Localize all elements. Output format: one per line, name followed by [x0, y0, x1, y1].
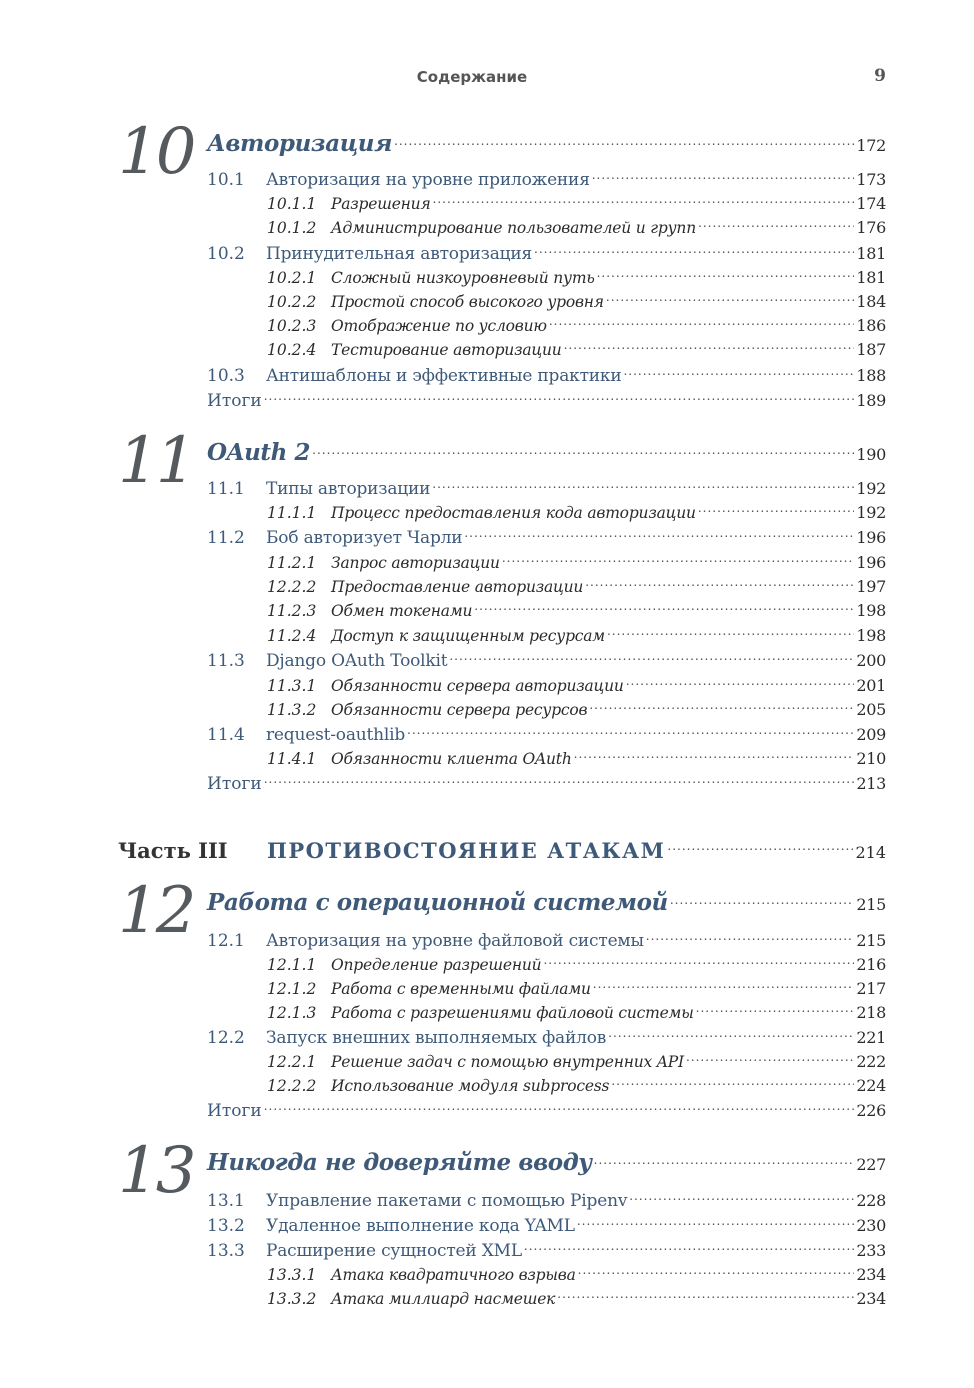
leader-dots [686, 1043, 854, 1067]
toc-entry[interactable] [267, 494, 886, 522]
toc-entry[interactable] [267, 691, 886, 719]
section-number: 11.3 [207, 651, 245, 671]
toc-entry[interactable] [267, 946, 886, 974]
page-ref: 200 [856, 651, 886, 670]
page-ref: 221 [856, 1028, 886, 1047]
page-ref: 222 [856, 1052, 886, 1071]
section-title: Разрешения [331, 195, 431, 213]
page-ref: 196 [856, 528, 886, 547]
section-number: 11.2.1 [267, 554, 317, 572]
leader-dots [394, 127, 854, 151]
leader-dots [698, 494, 855, 518]
toc-entry[interactable] [267, 592, 886, 620]
section-title: Доступ к защищенным ресурсам [331, 627, 605, 645]
leader-dots [264, 765, 855, 789]
chapter-title: Никогда не доверяйте вводу [207, 1149, 592, 1176]
page-ref: 215 [856, 931, 886, 950]
toc-entry-summary[interactable] [207, 765, 886, 794]
page-ref: 190 [856, 445, 886, 464]
section-title: Работа с временными файлами [331, 980, 591, 998]
toc-entry[interactable] [207, 922, 886, 951]
toc-entry[interactable] [267, 544, 886, 572]
page-ref: 196 [856, 553, 886, 572]
chapter-title-entry[interactable] [207, 1146, 886, 1176]
page-ref: 186 [856, 316, 886, 335]
leader-dots [407, 716, 854, 740]
page-ref: 192 [856, 479, 886, 498]
chapter-number: 13 [118, 1134, 194, 1208]
leader-dots [646, 922, 855, 946]
leader-dots [629, 1182, 854, 1206]
page-ref: 192 [856, 503, 886, 522]
leader-dots [524, 1232, 854, 1256]
page-ref: 173 [856, 170, 886, 189]
section-title: Обязанности сервера авторизации [331, 677, 624, 695]
section-title: request-oauthlib [266, 725, 406, 745]
page-ref: 210 [856, 749, 886, 768]
chapter-title-entry[interactable] [207, 436, 886, 466]
section-title: Тестирование авторизации [331, 341, 562, 359]
chapter-number: 11 [118, 424, 194, 498]
toc-entry[interactable] [267, 1256, 886, 1284]
section-number: 12.2 [207, 1028, 245, 1048]
section-title: Удаленное выполнение кода YAML [266, 1216, 575, 1236]
section-title: Типы авторизации [266, 479, 431, 499]
toc-entry[interactable] [267, 568, 886, 596]
leader-dots [593, 970, 855, 994]
section-number: 12.1.3 [267, 1004, 317, 1022]
page-ref: 198 [856, 626, 886, 645]
section-title: Принудительная авторизация [266, 244, 533, 264]
section-number: 11.2 [207, 528, 245, 548]
section-number: 10.2.1 [267, 269, 317, 287]
page-ref: 205 [856, 700, 886, 719]
section-title: Процесс предоставления кода авторизации [331, 504, 696, 522]
toc-entry[interactable] [267, 259, 886, 287]
page-ref: 209 [856, 725, 886, 744]
leader-dots [564, 331, 855, 355]
section-number: 13.3.2 [267, 1290, 317, 1308]
leader-dots [474, 592, 854, 616]
page-ref: 198 [856, 601, 886, 620]
toc-entry[interactable] [207, 1232, 886, 1261]
toc-entry[interactable] [267, 1043, 886, 1071]
section-title: Обязанности сервера ресурсов [331, 701, 588, 719]
leader-dots [585, 568, 854, 592]
section-title: Использование модуля subprocess [331, 1077, 610, 1095]
page-ref: 216 [856, 955, 886, 974]
section-title: Управление пакетами с помощью Pipenv [266, 1191, 628, 1211]
part-heading[interactable] [118, 828, 886, 863]
section-number: 10.2 [207, 244, 245, 264]
page-ref: 172 [856, 136, 886, 155]
leader-dots [594, 1146, 855, 1170]
page-ref: 217 [856, 979, 886, 998]
section-number: 10.2.2 [267, 293, 317, 311]
leader-dots [606, 283, 854, 307]
leader-dots [589, 691, 854, 715]
section-title: Расширение сущностей XML [266, 1241, 522, 1261]
section-number: 10.1.1 [267, 195, 317, 213]
page-ref: 218 [856, 1003, 886, 1022]
section-number: 11.3.2 [267, 701, 317, 719]
section-number: 13.3.1 [267, 1266, 317, 1284]
page-ref: 230 [856, 1216, 886, 1235]
leader-dots [549, 307, 855, 331]
leader-dots [432, 470, 854, 494]
page-ref: 224 [856, 1076, 886, 1095]
section-number: 10.1.2 [267, 219, 317, 237]
leader-dots [449, 642, 854, 666]
toc-entry[interactable] [207, 1207, 886, 1236]
section-number: 10.3 [207, 366, 245, 386]
page-ref: 234 [856, 1265, 886, 1284]
page-ref: 197 [856, 577, 886, 596]
toc-entry[interactable] [267, 617, 886, 645]
toc-entry[interactable] [267, 185, 886, 213]
toc-entry[interactable] [207, 161, 886, 190]
leader-dots [608, 1019, 854, 1043]
section-title: Сложный низкоуровневый путь [331, 269, 595, 287]
page-ref: 226 [856, 1101, 886, 1120]
part-label: Часть III [118, 838, 228, 863]
section-number: 10.1 [207, 170, 245, 190]
leader-dots [607, 617, 854, 641]
toc-entry[interactable] [267, 667, 886, 695]
section-number: 12.1 [207, 931, 245, 951]
chapter-number: 12 [118, 874, 194, 948]
section-title: Авторизация на уровне файловой системы [266, 931, 644, 951]
section-title: Определение разрешений [331, 956, 542, 974]
leader-dots [597, 259, 855, 283]
summary-title: Итоги [207, 391, 262, 411]
page-ref: 184 [856, 292, 886, 311]
toc-entry[interactable] [207, 470, 886, 499]
section-title: Запрос авторизации [331, 554, 500, 572]
toc-entry[interactable] [207, 235, 886, 264]
section-title: Атака квадратичного взрыва [331, 1266, 576, 1284]
toc-entry[interactable] [267, 331, 886, 359]
section-number: 12.1.1 [267, 956, 317, 974]
section-title: Работа с разрешениями файловой системы [331, 1004, 694, 1022]
toc-entry[interactable] [207, 642, 886, 671]
toc-entry-summary[interactable] [207, 1092, 886, 1121]
page-ref: 227 [856, 1155, 886, 1174]
chapter-title: Работа с операционной системой [207, 889, 668, 916]
section-number: 13.2 [207, 1216, 245, 1236]
page-ref: 233 [856, 1241, 886, 1260]
leader-dots [534, 235, 854, 259]
leader-dots [264, 1092, 855, 1116]
leader-dots [502, 544, 855, 568]
leader-dots [574, 740, 855, 764]
toc-entry[interactable] [267, 209, 886, 237]
section-number: 11.4 [207, 725, 245, 745]
toc-entry[interactable] [267, 283, 886, 311]
chapter-title: OAuth 2 [207, 439, 311, 466]
section-number: 12.1.2 [267, 980, 317, 998]
section-number: 13.3 [207, 1241, 245, 1261]
page-ref: 187 [856, 340, 886, 359]
chapter-number: 10 [118, 115, 194, 189]
page-ref: 176 [856, 218, 886, 237]
toc-entry[interactable] [267, 1280, 886, 1308]
section-number: 11.4.1 [267, 750, 317, 768]
section-number: 13.1 [207, 1191, 245, 1211]
chapter-title-entry[interactable] [207, 127, 886, 157]
section-title: Запуск внешних выполняемых файлов [266, 1028, 607, 1048]
leader-dots [464, 519, 854, 543]
section-title: Обмен токенами [331, 602, 473, 620]
section-title: Боб авторизует Чарли [266, 528, 463, 548]
leader-dots [611, 1067, 854, 1091]
leader-dots [592, 161, 855, 185]
page-ref: 201 [856, 676, 886, 695]
leader-dots [577, 1207, 855, 1231]
section-number: 12.2.2 [267, 1077, 317, 1095]
page-ref: 234 [856, 1289, 886, 1308]
section-number: 10.2.4 [267, 341, 317, 359]
part-title: ПРОТИВОСТОЯНИЕ АТАКАМ [267, 838, 666, 863]
toc-entry[interactable] [267, 307, 886, 335]
toc-entry[interactable] [207, 1182, 886, 1211]
section-title: Антишаблоны и эффективные практики [266, 366, 622, 386]
toc-entry[interactable] [207, 519, 886, 548]
page-ref: 228 [856, 1191, 886, 1210]
page-ref: 189 [856, 391, 886, 410]
toc-entry[interactable] [267, 1067, 886, 1095]
toc-entry[interactable] [207, 1019, 886, 1048]
section-number: 12.2.1 [267, 1053, 317, 1071]
leader-dots [557, 1280, 854, 1304]
toc-entry[interactable] [267, 740, 886, 768]
section-title: Администрирование пользователей и групп [331, 219, 696, 237]
section-title: Решение задач с помощью внутренних API [331, 1053, 684, 1071]
leader-dots [543, 946, 854, 970]
toc-entry[interactable] [267, 994, 886, 1022]
leader-dots [623, 357, 854, 381]
running-head [0, 68, 974, 92]
page-ref: 213 [856, 774, 886, 793]
section-number: 10.2.3 [267, 317, 317, 335]
toc-entry[interactable] [267, 970, 886, 998]
section-number: 11.1.1 [267, 504, 317, 522]
page-number: 9 [874, 66, 886, 86]
toc-entry-summary[interactable] [207, 382, 886, 411]
leader-dots [312, 436, 854, 460]
leader-dots [433, 185, 855, 209]
chapter-title: Авторизация [207, 130, 393, 157]
leader-dots [264, 382, 855, 406]
leader-dots [578, 1256, 855, 1280]
toc-entry[interactable] [207, 716, 886, 745]
section-number: 11.3.1 [267, 677, 317, 695]
section-title: Предоставление авторизации [331, 578, 584, 596]
leader-dots [698, 209, 854, 233]
chapter-title-entry[interactable] [207, 886, 886, 916]
leader-dots [696, 994, 855, 1018]
page-ref: 214 [855, 843, 886, 862]
leader-dots [626, 667, 855, 691]
leader-dots [670, 886, 855, 910]
section-title: Простой способ высокого уровня [331, 293, 604, 311]
page-ref: 181 [856, 244, 886, 263]
running-title: Содержание [416, 68, 528, 86]
summary-title: Итоги [207, 774, 262, 794]
section-number: 11.2.3 [267, 602, 317, 620]
summary-title: Итоги [207, 1101, 262, 1121]
section-title: Django OAuth Toolkit [266, 651, 448, 671]
page-ref: 215 [856, 895, 886, 914]
section-title: Авторизация на уровне приложения [266, 170, 590, 190]
section-title: Отображение по условию [331, 317, 547, 335]
page-ref: 188 [856, 366, 886, 385]
section-number: 11.1 [207, 479, 245, 499]
leader-dots [667, 828, 853, 858]
section-number: 12.2.2 [267, 578, 317, 596]
section-number: 11.2.4 [267, 627, 317, 645]
page-ref: 181 [856, 268, 886, 287]
section-title: Атака миллиард насмешек [331, 1290, 556, 1308]
toc-entry[interactable] [207, 357, 886, 386]
section-title: Обязанности клиента OAuth [331, 750, 572, 768]
page-ref: 174 [856, 194, 886, 213]
